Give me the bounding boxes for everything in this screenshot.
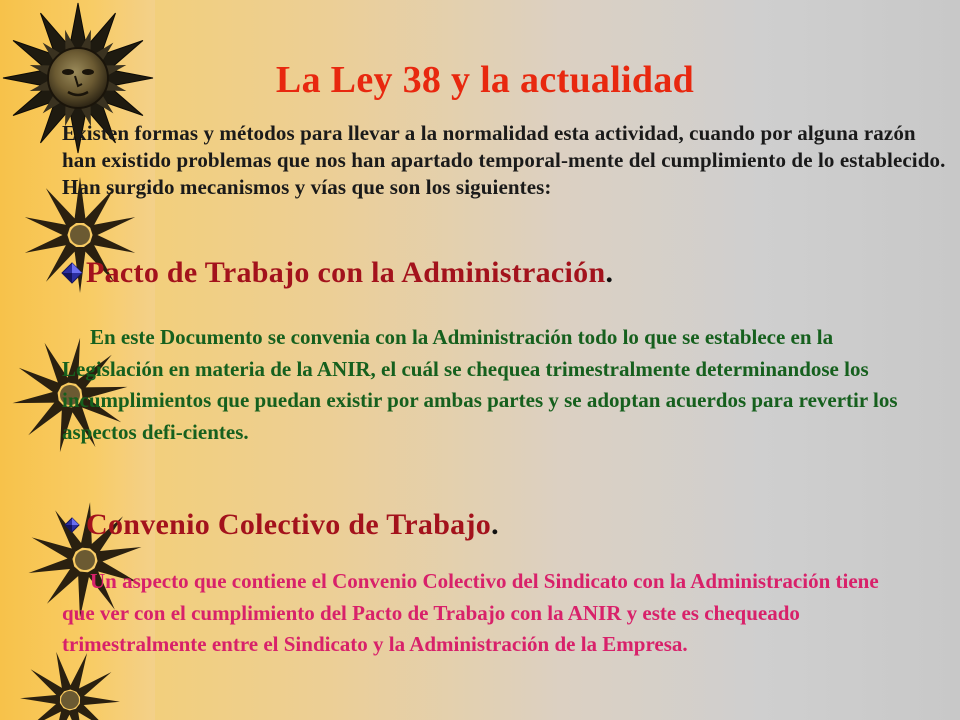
- diamond-bullet-icon: [60, 261, 84, 285]
- item-heading-period: .: [605, 256, 613, 289]
- item-heading-text: Convenio Colectivo de Trabajo: [86, 508, 492, 541]
- item-heading-text: Pacto de Trabajo con la Administración: [86, 256, 606, 289]
- intro-paragraph: Existen formas y métodos para llevar a la normalidad esta actividad, cuando por alguna razón han existido problemas que nos han apartado temporal-mente del cumplimiento de lo establecido. Han surgido mecanismos y vías que son los siguientes:: [62, 121, 946, 199]
- slide-title: La Ley 38 y la actualidad: [275, 59, 695, 101]
- pacto-description: En este Documento se convenia con la Administración todo lo que se establece en la Legislación en materia de la ANIR, el cuál se chequea trimestralmente determinandose los incumplimientos que puedan existir por ambas partes y se adoptan acuerdos para revertir los aspectos defi-cientes.: [62, 325, 898, 444]
- spiky-star-icon: [20, 651, 120, 720]
- item-heading-pacto: [60, 256, 613, 290]
- item-heading-period: .: [491, 508, 499, 541]
- convenio-description: Un aspecto que contiene el Convenio Colectivo del Sindicato con la Administración tiene que ver con el cumplimiento del Pacto de Trabajo con la ANIR y este es chequeado trimestralmente entre el Sindicato y la Administración de la Empresa.: [62, 569, 879, 656]
- diamond-bullet-icon: [60, 513, 84, 537]
- item-heading-convenio: [60, 508, 499, 542]
